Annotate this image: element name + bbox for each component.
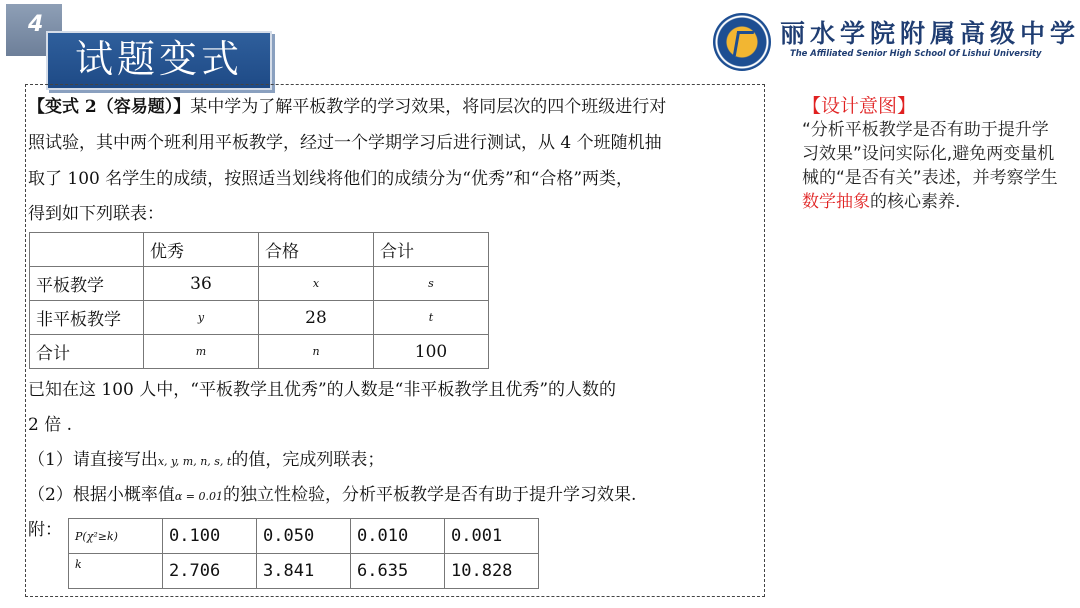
table-cell: 0.010 (351, 519, 445, 554)
table-cell: 100 (374, 335, 489, 369)
table-row (30, 233, 489, 267)
question-1-suffix: 的值，完成列联表； (231, 450, 385, 470)
design-intent-heading: 【设计意图】 (802, 95, 917, 117)
table-row (30, 335, 489, 369)
question-2 (28, 483, 636, 509)
problem-line-4: 得到如下列联表： (28, 204, 164, 224)
table-cell: 10.828 (445, 554, 539, 589)
table-cell: 28 (259, 301, 374, 335)
table-row-label: 平板教学 (30, 267, 144, 301)
table-row-label: P(χ²≥k) (69, 519, 163, 554)
problem-label: 【变式 2（容易题）】 (28, 97, 191, 117)
table-cell: 0.100 (163, 519, 257, 554)
table-cell (30, 233, 144, 267)
critical-value-table (68, 518, 539, 589)
appendix-label: 附： (28, 520, 62, 540)
problem-line-3: 取了 100 名学生的成绩，按照适当划线将他们的成绩分为“优秀”和“合格”两类， (28, 169, 634, 189)
contingency-table (29, 232, 489, 369)
question-1 (28, 448, 384, 474)
question-2-suffix: 的独立性检验，分析平板教学是否有助于提升学习效果. (222, 485, 637, 505)
table-header-cell: 合格 (259, 233, 374, 267)
table-cell: n (259, 335, 374, 369)
question-1-prefix: （1）请直接写出 (28, 450, 158, 470)
table-cell: 2.706 (163, 554, 257, 589)
problem-line-1 (28, 95, 666, 119)
table-row (69, 554, 539, 589)
design-intent-text: “分析平板教学是否有助于提升学习效果”设问实际化,避免两变量机械的“是否有关”表述，并考察学生 (802, 120, 1058, 188)
table-row-label: 合计 (30, 335, 144, 369)
school-logo-icon (713, 13, 771, 71)
question-1-vars: x, y, m, n, s, t (157, 455, 232, 468)
table-cell: 3.841 (257, 554, 351, 589)
table-cell: y (144, 301, 259, 335)
problem-line-1-text: 某中学为了解平板教学的学习效果，将同层次的四个班级进行对 (190, 97, 667, 117)
table-cell: t (374, 301, 489, 335)
school-name-en: The Affiliated Senior High School Of Lishui University (790, 48, 1042, 58)
table-row (69, 519, 539, 554)
problem-box (25, 84, 765, 597)
design-intent-highlight: 数学抽象 (802, 192, 870, 212)
table-row (30, 267, 489, 301)
problem-after-line-2: 2 倍 . (28, 415, 73, 435)
question-2-prefix: （2）根据小概率值 (28, 485, 175, 505)
design-intent-body (802, 118, 1064, 214)
table-header-cell: 优秀 (144, 233, 259, 267)
table-row-label: 非平板教学 (30, 301, 144, 335)
table-row-label: k (69, 554, 163, 589)
problem-line-2: 照试验，其中两个班利用平板教学，经过一个学期学习后进行测试，从 4 个班随机抽 (28, 133, 662, 153)
table-cell: 6.635 (351, 554, 445, 589)
table-cell: 36 (144, 267, 259, 301)
school-name-cn: 丽水学院附属高级中学 (780, 19, 1080, 48)
table-cell: 0.001 (445, 519, 539, 554)
table-header-cell: 合计 (374, 233, 489, 267)
design-intent (802, 94, 1064, 214)
table-cell: s (374, 267, 489, 301)
table-cell: 0.050 (257, 519, 351, 554)
design-intent-text-end: 的核心素养. (870, 192, 961, 212)
slide-number: 4 (28, 12, 44, 37)
problem-after-line-1: 已知在这 100 人中，“平板教学且优秀”的人数是“非平板教学且优秀”的人数的 (28, 380, 617, 400)
question-2-alpha: α = 0.01 (174, 490, 223, 503)
table-row (30, 301, 489, 335)
table-cell: x (259, 267, 374, 301)
slide-title: 试题变式 (46, 31, 272, 90)
table-cell: m (144, 335, 259, 369)
